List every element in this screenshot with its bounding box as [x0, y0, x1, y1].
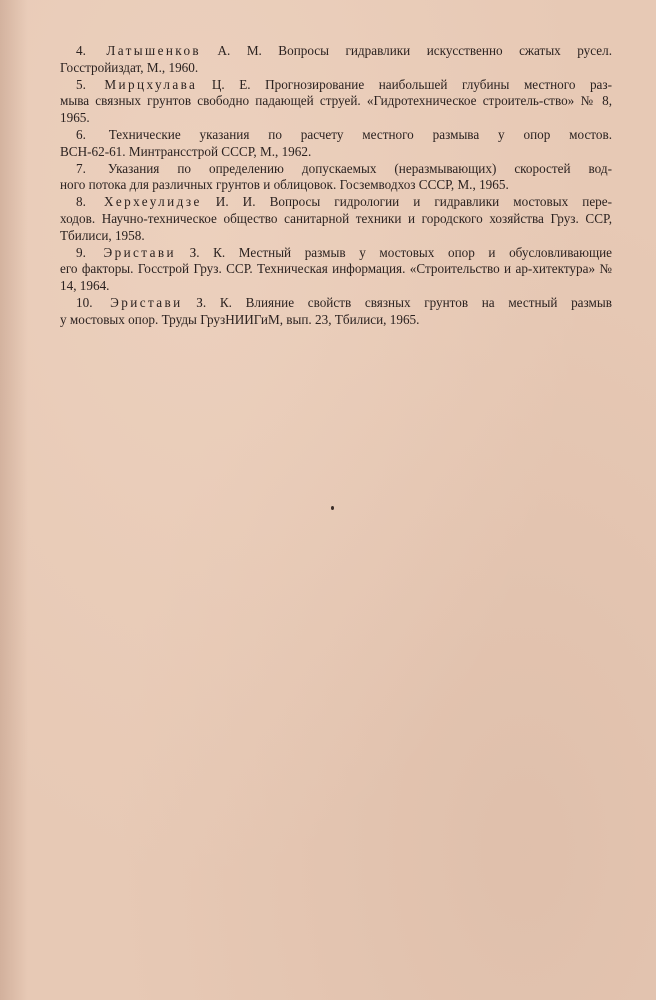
- reference-author: Мирцхулава: [104, 76, 198, 92]
- reference-first-text: З. К. Влияние свойств связных грунтов на местный размыв: [196, 294, 612, 310]
- reference-list: [60, 43, 612, 329]
- reference-first-line: [60, 295, 612, 312]
- reference-number: 6.: [76, 126, 86, 142]
- reference-first-text: И. И. Вопросы гидрологии и гидравлики мостовых пере-: [215, 194, 613, 210]
- reference-item-10: [60, 295, 612, 329]
- reference-first-line: [60, 245, 612, 262]
- reference-number: 9.: [76, 244, 86, 260]
- reference-continuation: у мостовых опор. Труды ГрузНИИГиМ, вып. 23, Тбилиси, 1965.: [60, 311, 420, 327]
- reference-first-text: Технические указания по расчету местного размыва у опор мостов.: [108, 126, 613, 142]
- reference-item-7: [60, 161, 612, 195]
- reference-author: Эристави: [103, 244, 176, 260]
- reference-first-line: [60, 161, 612, 178]
- reference-author: Херхеулидзе: [103, 194, 202, 210]
- reference-number: 8.: [76, 194, 86, 210]
- reference-first-text: Ц. Е. Прогнозирование наибольшей глубины местного раз-: [211, 76, 612, 92]
- reference-continuation: его факторы. Госстрой Груз. ССР. Техническая информация. «Строительство и ар-хитектура» № 14, 1964.: [60, 261, 612, 294]
- print-speck: [331, 506, 334, 510]
- reference-continuation: ходов. Научно-техническое общество санитарной техники и городского хозяйства Груз. ССР, Тбилиси, 1958.: [60, 210, 612, 243]
- reference-first-line: [60, 127, 612, 144]
- reference-continuation: мыва связных грунтов свободно падающей струей. «Гидротехническое строитель-ство» № 8, 1965.: [60, 93, 612, 126]
- reference-first-line: [60, 194, 612, 211]
- reference-item-8: [60, 194, 612, 244]
- reference-item-5: [60, 77, 612, 127]
- reference-item-6: [60, 127, 612, 161]
- reference-first-text: Указания по определению допускаемых (неразмывающих) скоростей вод-: [107, 160, 613, 176]
- reference-author: Эристави: [110, 294, 183, 310]
- reference-first-text: З. К. Местный размыв у мостовых опор и обусловливающие: [189, 244, 613, 260]
- reference-first-text: А. М. Вопросы гидравлики искусственно сжатых русел.: [217, 43, 612, 58]
- reference-number: 5.: [76, 76, 86, 92]
- reference-item-9: [60, 245, 612, 295]
- reference-continuation: ВСН-62-61. Минтрансстрой СССР, М., 1962.: [60, 143, 312, 159]
- reference-number: 4.: [76, 43, 86, 58]
- reference-first-line: [60, 43, 612, 60]
- reference-first-line: [60, 77, 612, 94]
- reference-item-4: [60, 43, 612, 77]
- reference-continuation: Госстройиздат, М., 1960.: [60, 59, 199, 75]
- reference-author: Латышенков: [106, 43, 202, 58]
- reference-continuation: ного потока для различных грунтов и облицовок. Госземводхоз СССР, М., 1965.: [60, 177, 509, 193]
- reference-number: 10.: [76, 294, 93, 310]
- reference-number: 7.: [76, 160, 86, 176]
